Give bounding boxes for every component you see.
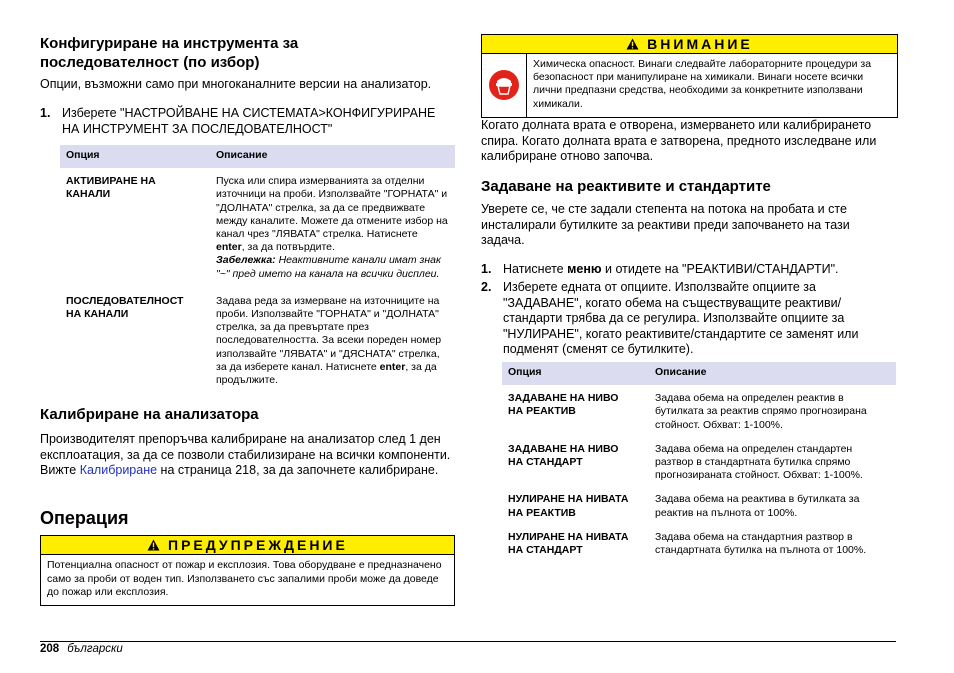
- table-row: [502, 385, 896, 436]
- step-text-end: и отидете на "РЕАКТИВИ/СТАНДАРТИ".: [601, 262, 839, 276]
- table-row: [502, 524, 896, 561]
- note-label: Забележка:: [216, 254, 276, 267]
- desc-text-end: , за да потвърдите.: [241, 241, 335, 254]
- note-text: Неактивните канали имат знак "~" пред името на канала на всички дисплеи.: [216, 254, 441, 280]
- table-row: [60, 285, 455, 391]
- option-name: [502, 524, 649, 561]
- option-description: Задава обема на определен реактив в бутилката за реактив спрямо прогнозирана стойност. Обхват: 1-100%.: [655, 392, 867, 431]
- option-description: Задава обема на определен стандартен разтвор в стандартната бутилка спрямо прогнозираната стойност. Обхват: 1-100%.: [655, 442, 863, 482]
- option-name-line2: НА РЕАКТИВ: [508, 405, 576, 418]
- calibration-link[interactable]: Калибриране: [79, 463, 158, 477]
- option-description: [210, 285, 455, 391]
- warning-text: Потенциална опасност от пожар и експлозия. Това оборудване е предназначено само за проби от воден тип. Използването със запалими проби може да доведе до пожар или експлозия.: [47, 559, 442, 598]
- calibration-section-title: Калибриране на анализатора: [40, 406, 259, 423]
- desc-text: Задава реда за измерване на източниците на проби. Използвайте "ГОРНАТА" и "ДОЛНАТА" стрелка, за да превъртате през последователността. За всеки пореден номер използвайте "ЛЯВАТА" и "ДЯСНАТА" стрелка, за да изберете канал. Натиснете: [216, 294, 442, 373]
- option-name-line2: НА СТАНДАРТ: [508, 544, 583, 557]
- config-intro-text: Опции, възможни само при многоканалните версии на анализатор.: [40, 77, 432, 91]
- caution-text: Химическа опасност. Винаги следвайте лабораторните процедури за безопасност при манипулиране на химикали. Винаги носете всички лични предпазни средства, необходими за конкретните използвани химикали.: [533, 58, 872, 110]
- calibration-text: [40, 432, 455, 479]
- calibration-text-start: Производителят препоръчва калибриране на анализатор след 1 ден експлоатация, за да се позволи стабилизиране на всички компоненти. Вижте: [40, 432, 451, 477]
- reagent-step-2: [481, 280, 896, 358]
- table-header-option: Опция: [502, 362, 649, 385]
- channel-options-table: [60, 145, 455, 391]
- caution-header: [482, 35, 897, 54]
- step-number: 2.: [481, 280, 492, 294]
- option-name-line2: КАНАЛИ: [66, 188, 111, 201]
- table-row: [502, 486, 896, 523]
- reagent-options-table: [502, 362, 896, 561]
- warning-triangle-icon: [626, 36, 643, 52]
- option-name-line2: НА СТАНДАРТ: [508, 456, 583, 469]
- config-title-line2: последователност (по избор): [40, 54, 260, 71]
- option-description: [210, 168, 455, 285]
- operation-section-title: Операция: [40, 508, 129, 528]
- option-description: Задава обема на стандартния разтвор в стандартната бутилка на пълнота от 100%.: [655, 530, 867, 557]
- warning-box: [40, 535, 455, 606]
- calibration-text-end: на страница 218, за да започнете калибриране.: [157, 463, 439, 477]
- step-number: 1.: [481, 262, 492, 276]
- menu-key-text: меню: [567, 262, 602, 276]
- page-footer: [40, 643, 123, 655]
- config-step-1: [40, 106, 455, 137]
- config-title-line1: Конфигуриране на инструмента за: [40, 35, 299, 52]
- step-text: [503, 262, 896, 278]
- caution-label: ВНИМАНИЕ: [647, 36, 753, 52]
- option-name: [502, 486, 649, 523]
- option-name-line1: НУЛИРАНЕ НА НИВАТА: [508, 493, 629, 506]
- table-header-description: Описание: [210, 145, 455, 168]
- option-description: Задава обема на реактива в бутилката за реактив на пълнота от 100%.: [655, 493, 860, 519]
- option-name-line2: НА РЕАКТИВ: [508, 506, 576, 519]
- table-header-option: Опция: [60, 145, 210, 168]
- door-text: Когато долната врата е отворена, измерването или калибрирането спира. Когато долната врата е затворена, предното изследване или калибриране отново започва.: [481, 118, 877, 163]
- step-text-start: Натиснете: [503, 262, 568, 276]
- table-row: [60, 168, 455, 285]
- option-name-line1: АКТИВИРАНЕ НА: [66, 175, 156, 188]
- option-name-line1: ПОСЛЕДОВАТЕЛНОСТ: [66, 294, 184, 307]
- step-text: Изберете едната от опциите. Използвайте опциите за "ЗАДАВАНЕ", когато обема на съществуващите реактиви/стандарти трябва да се регулира. Използвайте опциите за "НУЛИРАНЕ", когато реактивите/стандартите се заменят или подменят (сменят се бутилките).: [503, 280, 859, 356]
- caution-box: [481, 34, 898, 118]
- reagent-section-title: Задаване на реактивите и стандартите: [481, 178, 771, 195]
- reagent-step-1: [481, 262, 896, 278]
- warning-label: ПРЕДУПРЕЖДЕНИЕ: [168, 537, 348, 553]
- footer-language: български: [67, 643, 123, 655]
- enter-key-text: enter: [216, 241, 242, 254]
- reagent-intro-text: Уверете се, че сте задали степента на потока на пробата и сте инсталирали бутилките за реактиви преди започването на тази задача.: [481, 202, 850, 247]
- warning-triangle-icon: [147, 537, 164, 553]
- option-name: [502, 436, 649, 487]
- step-number: 1.: [40, 106, 51, 120]
- option-name: [60, 168, 210, 285]
- face-shield-icon: [482, 54, 527, 117]
- warning-header: [41, 536, 454, 555]
- caution-body: [482, 54, 897, 117]
- desc-text-end: , за да продължите.: [216, 360, 437, 387]
- page-number: 208: [40, 643, 60, 655]
- step-text: Изберете "НАСТРОЙВАНЕ НА СИСТЕМАТА>КОНФИГУРИРАНЕ НА ИНСТРУМЕНТ ЗА ПОСЛЕДОВАТЕЛНОСТ": [62, 106, 436, 136]
- table-header-description: Описание: [649, 362, 896, 385]
- option-name: [60, 285, 210, 391]
- table-row: [502, 436, 896, 487]
- config-section-title: [40, 34, 455, 72]
- desc-text: Пуска или спира измерванията за отделни източници на проби. Използвайте "ГОРНАТА" и "ДОЛНАТА" стрелка, за да се предвижвате между каналите. Можете да отмените избор на канал чрез "ЛЯВАТА" стрелка. Натиснете: [216, 175, 448, 241]
- enter-key-text: enter: [379, 360, 406, 373]
- option-name-line1: НУЛИРАНЕ НА НИВАТА: [508, 530, 629, 543]
- option-name-line1: ЗАДАВАНЕ НА НИВО: [508, 392, 619, 405]
- option-name: [502, 385, 649, 436]
- footer-divider: [40, 641, 896, 642]
- option-name-line2: НА КАНАЛИ: [66, 308, 129, 321]
- option-name-line1: ЗАДАВАНЕ НА НИВО: [508, 442, 619, 455]
